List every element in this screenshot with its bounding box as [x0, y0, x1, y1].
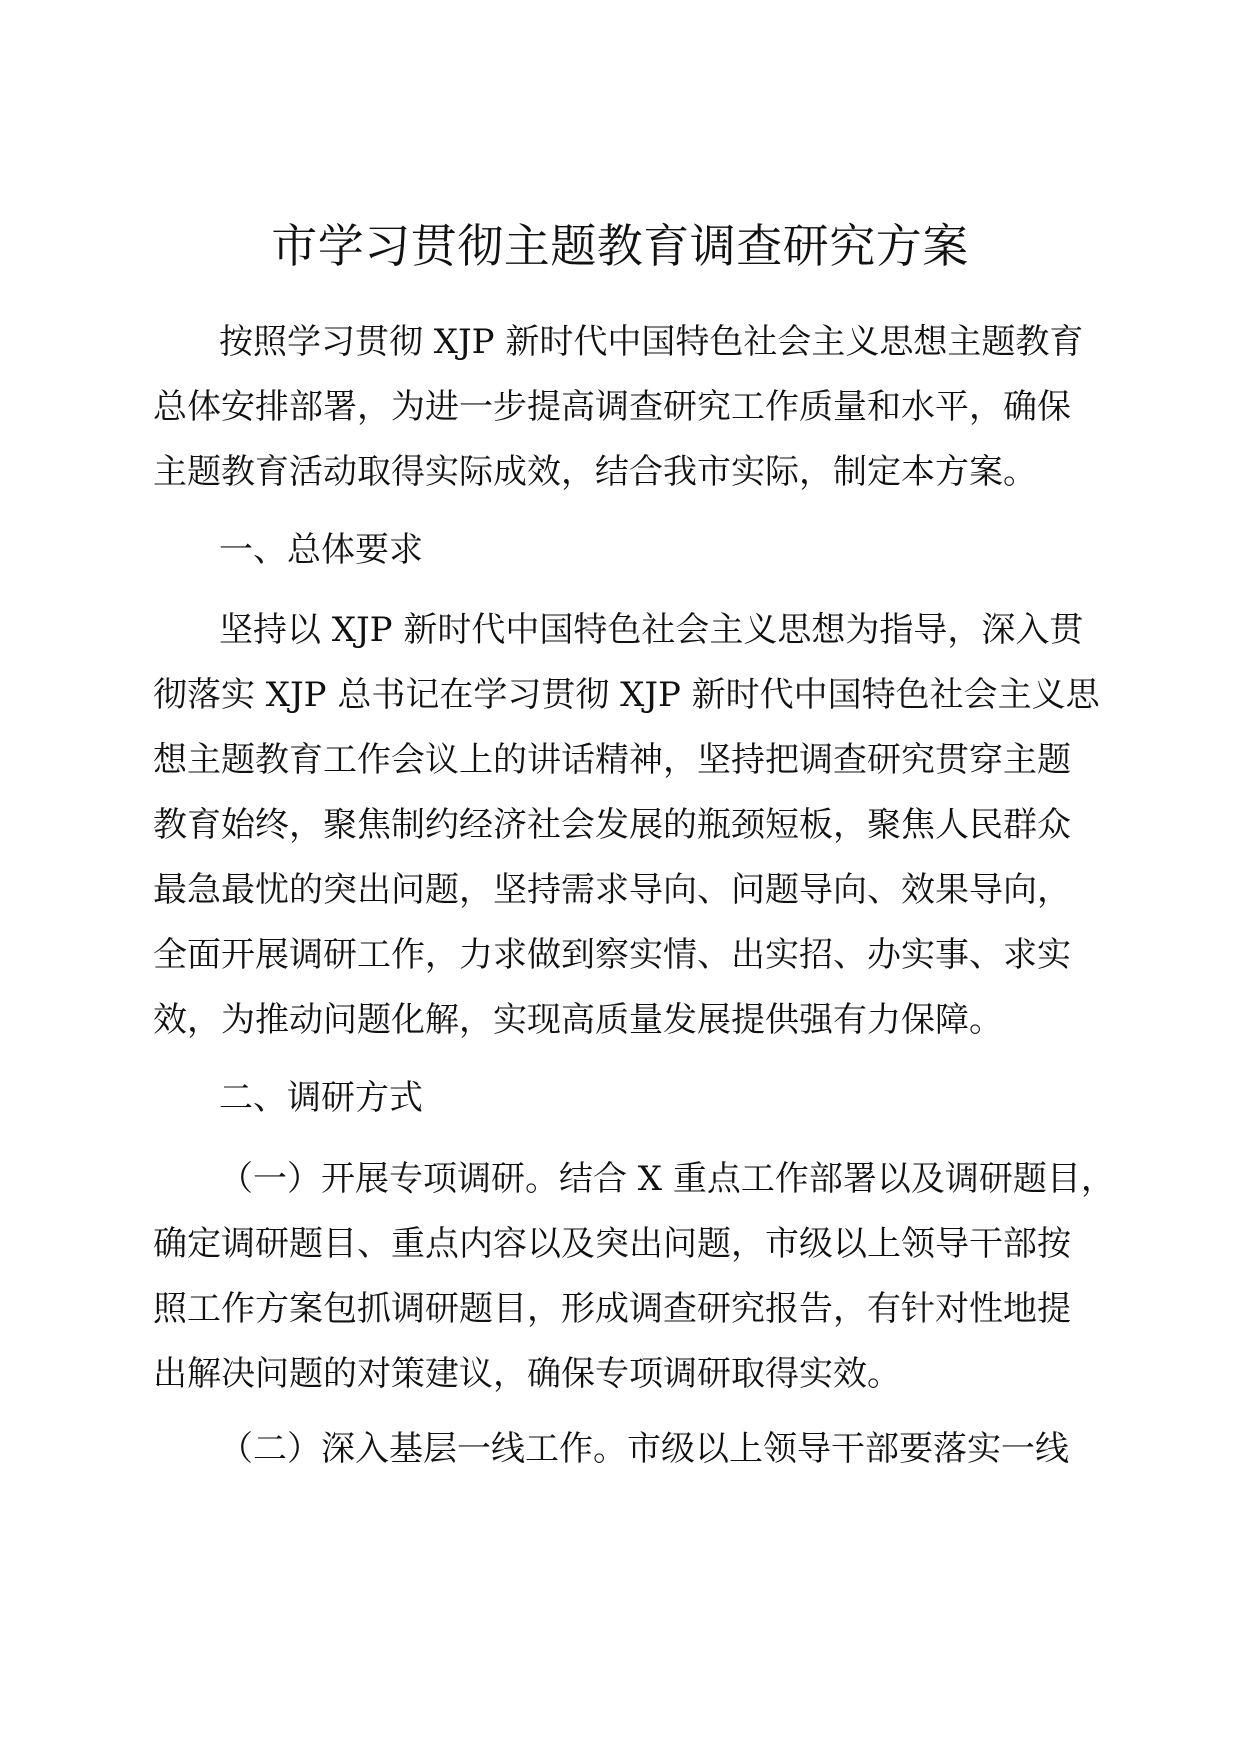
section1-line: 坚持以 XJP 新时代中国特色社会主义思想为指导，深入贯	[219, 610, 1084, 650]
section2-item1-line: （一）开展专项调研。结合 X 重点工作部署以及调研题目，	[219, 1159, 1115, 1199]
section2-item1-line: 出解决问题的对策建议，确保专项调研取得实效。	[153, 1354, 901, 1394]
section1-line: 彻落实 XJP 总书记在学习贯彻 XJP 新时代中国特色社会主义思	[153, 675, 1100, 715]
section1-line: 教育始终，聚焦制约经济社会发展的瓶颈短板，聚焦人民群众	[153, 805, 1071, 845]
section1-line: 全面开展调研工作，力求做到察实情、出实招、办实事、求实	[153, 935, 1071, 975]
document-title: 市学习贯彻主题教育调查研究方案	[271, 219, 969, 273]
intro-line: 总体安排部署，为进一步提高调查研究工作质量和水平，确保	[153, 387, 1071, 427]
section1-heading-block	[153, 518, 1083, 583]
section2-heading-block	[153, 1066, 1083, 1131]
intro-paragraph	[153, 310, 1083, 505]
section2-item1-line: 照工作方案包抓调研题目，形成调查研究报告，有针对性地提	[153, 1289, 1071, 1329]
section1-paragraph	[153, 598, 1100, 1053]
section1-heading: 一、总体要求	[219, 530, 423, 570]
section1-line: 效，为推动问题化解，实现高质量发展提供强有力保障。	[153, 1000, 1003, 1040]
intro-line: 按照学习贯彻 XJP 新时代中国特色社会主义思想主题教育	[219, 322, 1084, 362]
section1-line: 想主题教育工作会议上的讲话精神，坚持把调查研究贯穿主题	[153, 740, 1071, 780]
section1-line: 最急最忧的突出问题，坚持需求导向、问题导向、效果导向，	[153, 870, 1071, 910]
section2-item1-paragraph	[153, 1147, 1115, 1407]
section2-item2-line: （二）深入基层一线工作。市级以上领导干部要落实一线	[219, 1429, 1069, 1469]
section2-heading: 二、调研方式	[219, 1078, 423, 1118]
intro-line: 主题教育活动取得实际成效，结合我市实际，制定本方案。	[153, 452, 1037, 492]
section2-item2-paragraph	[153, 1417, 1083, 1482]
section2-item1-line: 确定调研题目、重点内容以及突出问题，市级以上领导干部按	[153, 1224, 1071, 1264]
